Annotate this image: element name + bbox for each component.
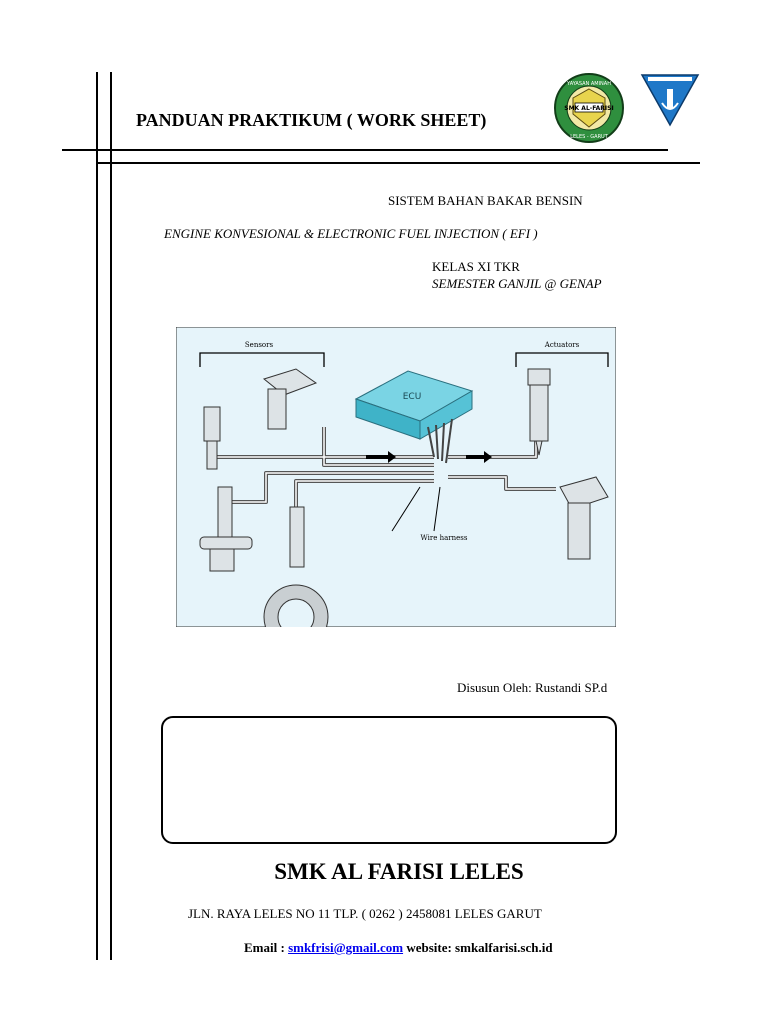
shield-emblem-icon bbox=[640, 73, 700, 127]
header-rule-1 bbox=[62, 149, 668, 151]
school-logo bbox=[553, 72, 625, 144]
sensors-label: Sensors bbox=[244, 341, 274, 349]
author-credit: Disusun Oleh: Rustandi SP.d bbox=[457, 680, 608, 695]
logo-text-top: YAYASAN AMINAH bbox=[567, 81, 611, 87]
logo-text-bottom: LELES - GARUT bbox=[570, 134, 608, 140]
actuators-label: Actuators bbox=[544, 341, 580, 349]
subject-title: SISTEM BAHAN BAKAR BENSIN bbox=[388, 193, 583, 208]
header-rule-2 bbox=[96, 162, 700, 164]
efi-system-diagram bbox=[176, 327, 616, 627]
school-address: JLN. RAYA LELES NO 11 TLP. ( 0262 ) 2458081 LELES GARUT bbox=[188, 906, 542, 921]
ecu-label: ECU bbox=[402, 392, 422, 402]
contact-line bbox=[244, 940, 553, 956]
email-link[interactable]: smkfrisi@gmail.com bbox=[288, 940, 404, 955]
page-title: PANDUAN PRAKTIKUM ( WORK SHEET) bbox=[136, 110, 487, 130]
logo-school-name: SMK AL-FARISI bbox=[564, 105, 614, 112]
email-label: Email : bbox=[244, 940, 289, 955]
class-label: KELAS XI TKR bbox=[432, 259, 520, 274]
left-border-line-1 bbox=[96, 72, 98, 960]
wire-harness-label: Wire harness bbox=[420, 534, 468, 542]
left-border-line-2 bbox=[110, 72, 112, 960]
school-name: SMK AL FARISI LELES bbox=[274, 859, 524, 884]
empty-info-box bbox=[161, 716, 617, 844]
subtitle: ENGINE KONVESIONAL & ELECTRONIC FUEL INJECTION ( EFI ) bbox=[164, 226, 538, 241]
semester-label: SEMESTER GANJIL @ GENAP bbox=[432, 276, 602, 291]
website-label: website: smkalfarisi.sch.id bbox=[403, 940, 553, 955]
